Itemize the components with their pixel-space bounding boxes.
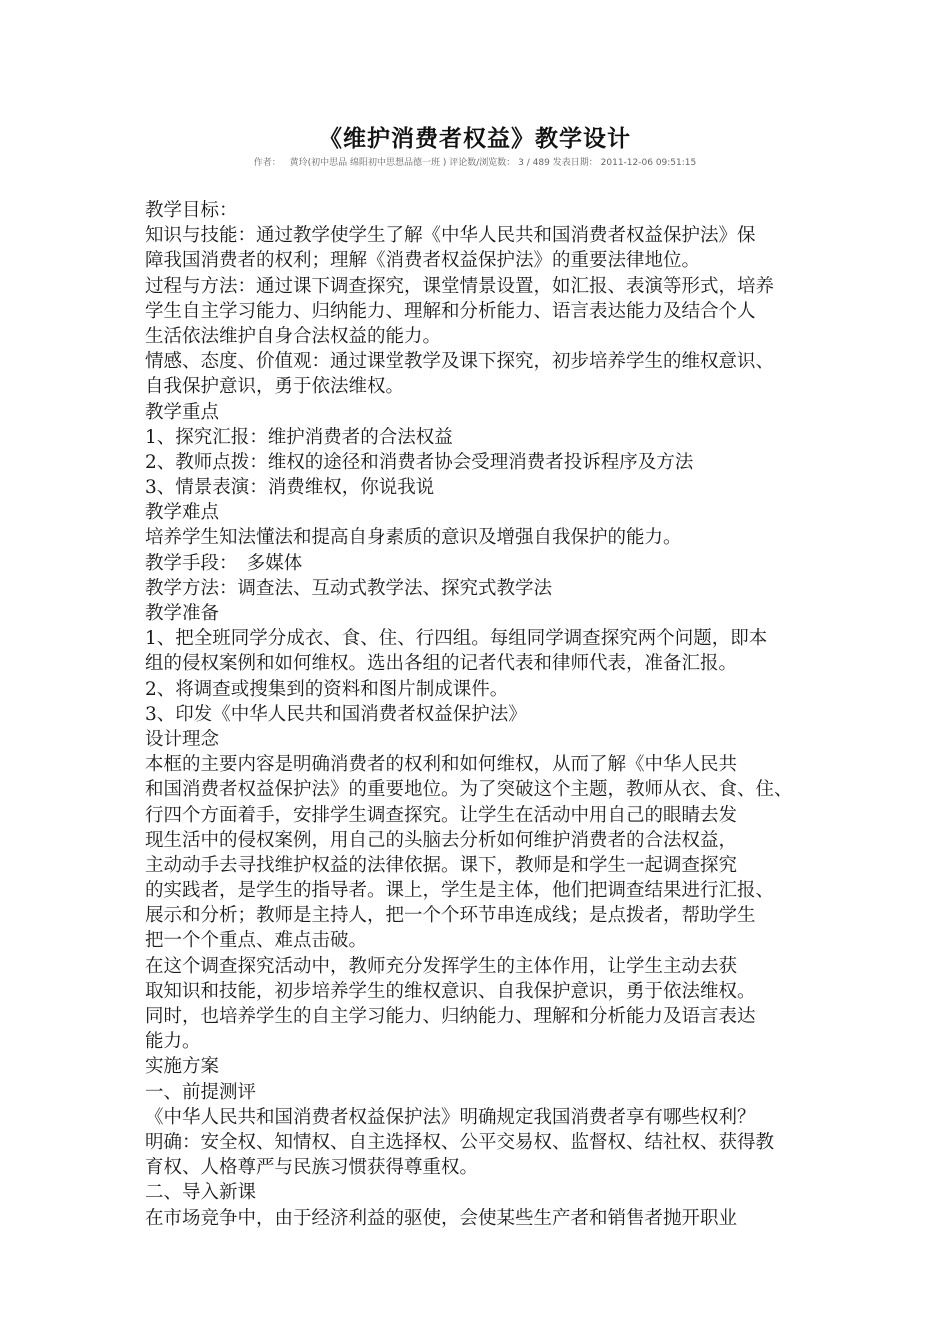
text-line: 2、教师点拨：维权的途径和消费者协会受理消费者投诉程序及方法 bbox=[145, 451, 694, 473]
section-heading: 教学重点 bbox=[145, 401, 220, 423]
text-line: 组的侵权案例和如何维权。选出各组的记者代表和律师代表，准备汇报。 bbox=[145, 653, 738, 675]
document-body bbox=[145, 198, 817, 1231]
text-line: 《中华人民共和国消费者权益保护法》明确规定我国消费者享有哪些权利？ bbox=[145, 1106, 756, 1128]
text-line: 育权、人格尊严与民族习惯获得尊重权。 bbox=[145, 1157, 479, 1179]
text-line: 障我国消费者的权利；理解《消费者权益保护法》的重要法律地位。 bbox=[145, 250, 701, 272]
text-line: 3、印发《中华人民共和国消费者权益保护法》 bbox=[145, 703, 527, 725]
article-meta bbox=[0, 155, 950, 168]
text-line: 生活依法维护自身合法权益的能力。 bbox=[145, 325, 442, 347]
text-line: 2、将调查或搜集到的资料和图片制成课件。 bbox=[145, 678, 509, 700]
document-title: 《维护消费者权益》教学设计 bbox=[319, 126, 631, 152]
section-heading: 实施方案 bbox=[145, 1056, 220, 1078]
text-line: 明确：安全权、知情权、自主选择权、公平交易权、监督权、结社权、获得教 bbox=[145, 1131, 775, 1153]
text-line: 同时，也培养学生的自主学习能力、归纳能力、理解和分析能力及语言表达 bbox=[145, 1006, 756, 1027]
text-line: 教学方法：调查法、互动式教学法、探究式教学法 bbox=[145, 577, 553, 599]
section-heading: 教学难点 bbox=[145, 502, 220, 524]
text-line: 3、情景表演：消费维权，你说我说 bbox=[145, 477, 435, 499]
text-line: 展示和分析；教师是主持人，把一个个环节串连成线；是点拨者，帮助学生 bbox=[145, 905, 756, 927]
text-line: 把一个个重点、难点击破。 bbox=[145, 930, 368, 952]
section-heading: 一、前提测评 bbox=[145, 1081, 257, 1103]
author-label: 作者： bbox=[253, 158, 281, 168]
count-separator: / bbox=[526, 158, 530, 168]
text-line: 1、把全班同学分成衣、食、住、行四组。每组同学调查探究两个问题，即本 bbox=[145, 628, 768, 650]
text-line: 知识与技能：通过教学使学生了解《中华人民共和国消费者权益保护法》保 bbox=[145, 225, 756, 247]
text-line: 教学手段： 多媒体 bbox=[145, 552, 303, 574]
text-line: 1、探究汇报：维护消费者的合法权益 bbox=[145, 426, 453, 448]
text-line: 主动动手去寻找维护权益的法律依据。课下，教师是和学生一起调查探究 bbox=[145, 854, 738, 876]
text-line: 过程与方法：通过课下调查探究，课堂情景设置，如汇报、表演等形式，培养 bbox=[145, 275, 775, 297]
text-line: 教学目标： bbox=[145, 200, 238, 221]
text-line: 和国消费者权益保护法》的重要地位。为了突破这个主题，教师从衣、食、住、 bbox=[145, 779, 793, 801]
text-line: 在市场竞争中，由于经济利益的驱使，会使某些生产者和销售者抛开职业 bbox=[145, 1207, 738, 1229]
comments-views-label: 评论数/浏览数： bbox=[449, 158, 516, 168]
publish-date: 2011-12-06 09:51:15 bbox=[600, 158, 697, 168]
date-label: 发表日期： bbox=[552, 158, 598, 168]
text-line: 行四个方面着手，安排学生调查探究。让学生在活动中用自己的眼睛去发 bbox=[145, 804, 738, 826]
text-line: 培养学生知法懂法和提高自身素质的意识及增强自我保护的能力。 bbox=[145, 527, 682, 549]
text-line: 能力。 bbox=[145, 1031, 201, 1053]
text-line: 在这个调查探究活动中，教师充分发挥学生的主体作用，让学生主动去获 bbox=[145, 955, 738, 977]
section-heading: 教学准备 bbox=[145, 603, 220, 624]
text-line: 本框的主要内容是明确消费者的权利和如何维权，从而了解《中华人民共 bbox=[145, 754, 738, 776]
comment-count: 3 bbox=[518, 158, 524, 168]
section-heading: 设计理念 bbox=[145, 728, 220, 750]
author-name: 黄玲(初中思品 绵阳初中思想品德一班 ) bbox=[289, 158, 447, 168]
text-line: 学生自主学习能力、归纳能力、理解和分析能力、语言表达能力及结合个人 bbox=[145, 300, 756, 322]
section-heading: 二、导入新课 bbox=[145, 1182, 257, 1204]
text-line: 的实践者，是学生的指导者。课上，学生是主体，他们把调查结果进行汇报、 bbox=[145, 880, 775, 902]
text-line: 情感、态度、价值观：通过课堂教学及课下探究，初步培养学生的维权意识、 bbox=[145, 351, 775, 373]
text-line: 现生活中的侵权案例，用自己的头脑去分析如何维护消费者的合法权益， bbox=[145, 829, 738, 851]
view-count: 489 bbox=[532, 158, 550, 168]
text-line: 自我保护意识，勇于依法维权。 bbox=[145, 376, 405, 398]
text-line: 取知识和技能，初步培养学生的维权意识、自我保护意识，勇于依法维权。 bbox=[145, 980, 756, 1002]
